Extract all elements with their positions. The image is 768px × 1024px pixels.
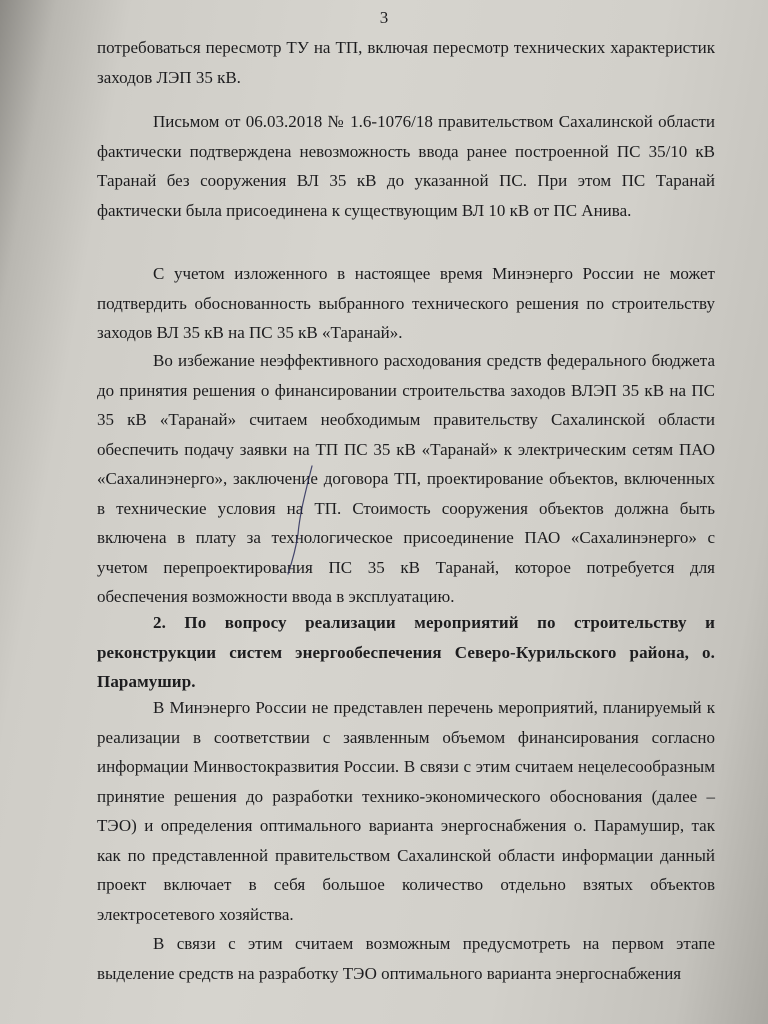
paragraph: В связи с этим считаем возможным предусмотреть на первом этапе выделение средств на разработку ТЭО оптимального варианта энергоснабжения	[97, 934, 715, 983]
paragraph: В Минэнерго России не представлен перечень мероприятий, планируемый к реализации в соответствии с заявленным объемом финансирования согласно информации Минвостокразвития России. В связи с этим считаем нецелесообразным принятие решения до разработки технико-экономического обоснования (далее – ТЭО) и определения оптимального варианта энергоснабжения о. Парамушир, так как по представленной правительством Сахалинской области информации данный проект включает в себя большое количество отдельно взятых объектов электросетевого хозяйства.	[97, 698, 715, 924]
paragraph: потребоваться пересмотр ТУ на ТП, включая пересмотр технических характеристик заходов ЛЭП 35 кВ.	[97, 38, 715, 87]
paragraph: С учетом изложенного в настоящее время Минэнерго России не может подтвердить обоснованность выбранного технического решения по строительству заходов ВЛ 35 кВ на ПС 35 кВ «Таранай».	[97, 264, 715, 342]
paragraph: Во избежание неэффективного расходования средств федерального бюджета до принятия решения о финансировании строительства заходов ВЛЭП 35 кВ на ПС 35 кВ «Таранай» считаем необходимым правительству Сахалинской области обеспечить подачу заявки на ТП ПС 35 кВ «Таранай» к электрическим сетям ПАО «Сахалинэнерго», заключение договора ТП, проектирование объектов, включенных в технические условия на ТП. Стоимость сооружения объектов должна быть включена в плату за технологическое присоединение ПАО «Сахалинэнерго» с учетом перепроектирования ПС 35 кВ Таранай, которое потребуется для обеспечения возможности ввода в эксплуатацию.	[97, 351, 715, 606]
section-heading: 2. По вопросу реализации мероприятий по строительству и реконструкции систем энергообеспечения Северо-Курильского района, о. Парамушир.	[97, 613, 715, 691]
page-number: 3	[379, 8, 389, 27]
paragraph: Письмом от 06.03.2018 № 1.6-1076/18 правительством Сахалинской области фактически подтверждена невозможность ввода ранее построенной ПС 35/10 кВ Таранай без сооружения ВЛ 35 кВ до указанной ПС. При этом ПС Таранай фактически была присоединена к существующим ВЛ 10 кВ от ПС Анива.	[97, 112, 715, 220]
